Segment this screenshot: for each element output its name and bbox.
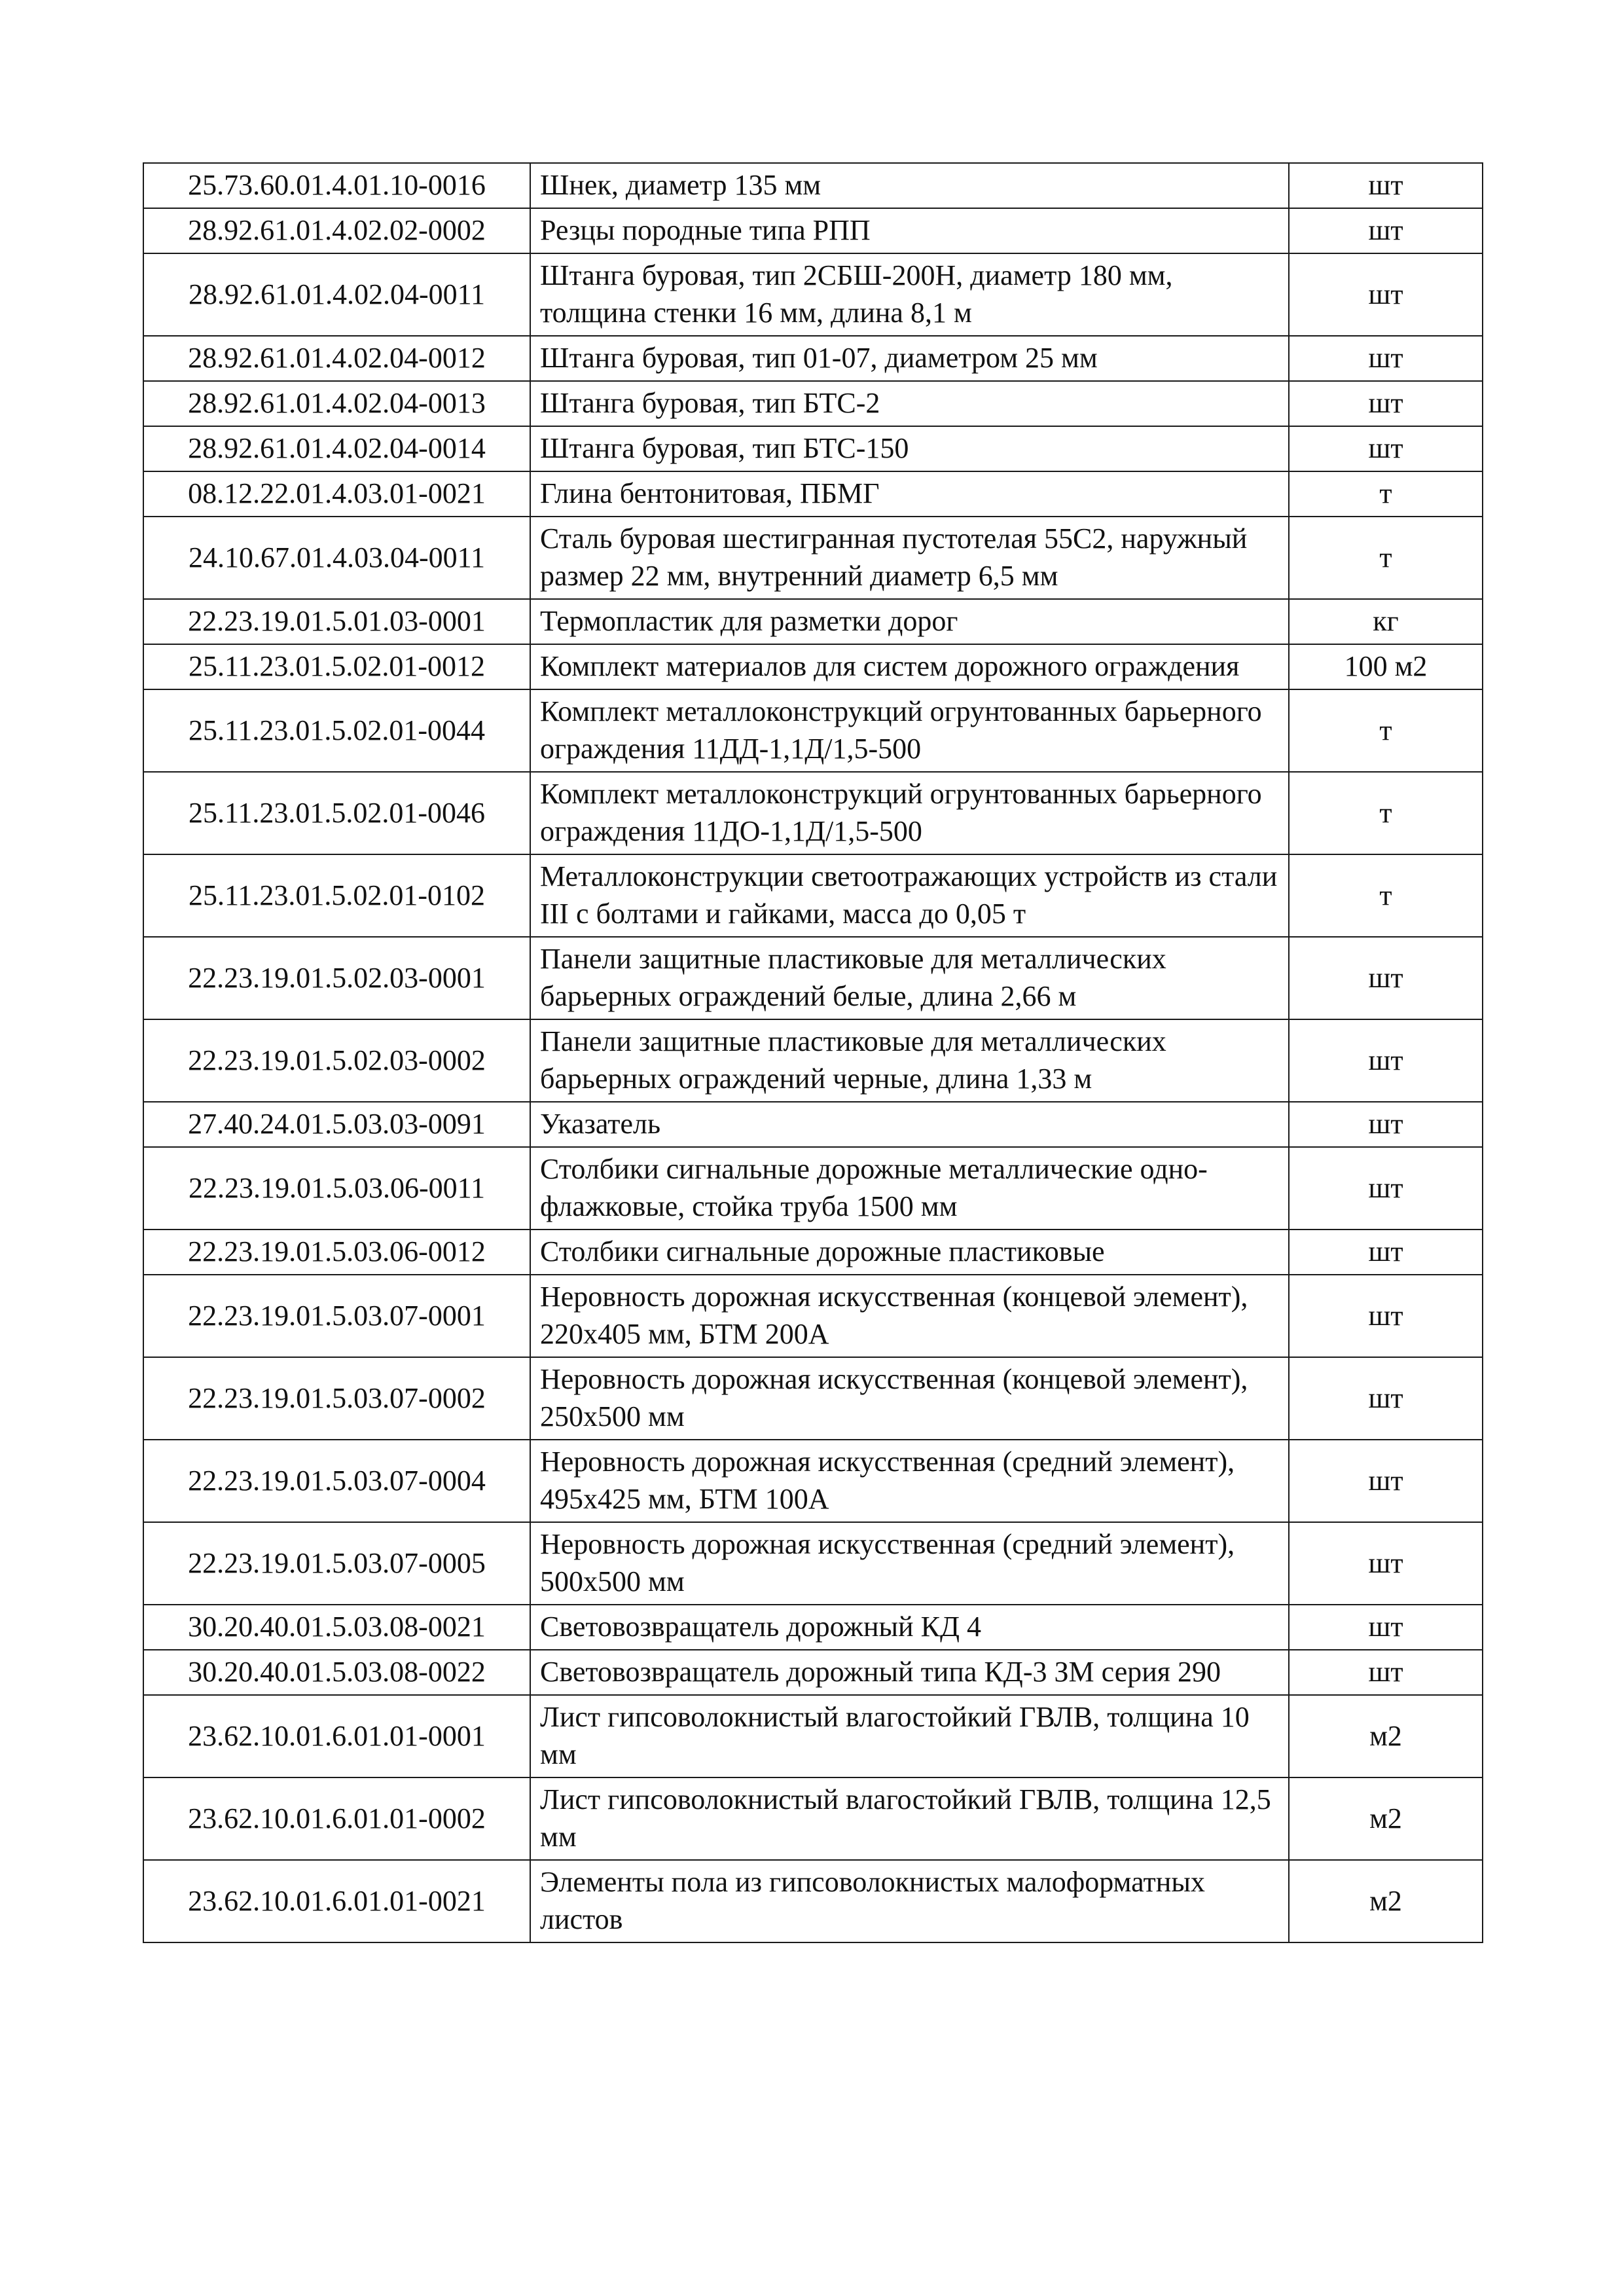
material-name-cell: Указатель	[530, 1102, 1289, 1147]
material-code-cell: 23.62.10.01.6.01.01-0021	[143, 1860, 530, 1942]
table-row	[143, 1695, 1483, 1777]
table-row	[143, 1230, 1483, 1275]
materials-table-body	[143, 163, 1483, 1942]
table-row	[143, 163, 1483, 208]
unit-cell: шт	[1289, 1147, 1483, 1230]
table-row	[143, 689, 1483, 772]
material-code-cell: 28.92.61.01.4.02.04-0014	[143, 426, 530, 471]
material-code-cell: 28.92.61.01.4.02.04-0013	[143, 381, 530, 426]
unit-cell: шт	[1289, 1605, 1483, 1650]
material-name-cell: Неровность дорожная искусственная (средний элемент), 495х425 мм, БТМ 100А	[530, 1440, 1289, 1522]
table-row	[143, 253, 1483, 336]
unit-cell: шт	[1289, 1275, 1483, 1357]
material-code-cell: 23.62.10.01.6.01.01-0001	[143, 1695, 530, 1777]
table-row	[143, 336, 1483, 381]
material-code-cell: 22.23.19.01.5.02.03-0001	[143, 937, 530, 1019]
material-name-cell: Панели защитные пластиковые для металлических барьерных ограждений черные, длина 1,33 м	[530, 1019, 1289, 1102]
unit-cell: т	[1289, 471, 1483, 517]
material-code-cell: 22.23.19.01.5.03.06-0012	[143, 1230, 530, 1275]
material-code-cell: 25.73.60.01.4.01.10-0016	[143, 163, 530, 208]
material-name-cell: Металлоконструкции светоотражающих устройств из стали III с болтами и гайками, масса до 0,05 т	[530, 854, 1289, 937]
table-row	[143, 381, 1483, 426]
table-row	[143, 1019, 1483, 1102]
material-code-cell: 25.11.23.01.5.02.01-0044	[143, 689, 530, 772]
table-row	[143, 937, 1483, 1019]
material-name-cell: Штанга буровая, тип БТС-150	[530, 426, 1289, 471]
material-name-cell: Глина бентонитовая, ПБМГ	[530, 471, 1289, 517]
material-name-cell: Комплект металлоконструкций огрунтованных барьерного ограждения 11ДД-1,1Д/1,5-500	[530, 689, 1289, 772]
unit-cell: шт	[1289, 208, 1483, 253]
material-name-cell: Сталь буровая шестигранная пустотелая 55С2, наружный размер 22 мм, внутренний диаметр 6,5 мм	[530, 517, 1289, 599]
material-code-cell: 27.40.24.01.5.03.03-0091	[143, 1102, 530, 1147]
unit-cell: т	[1289, 517, 1483, 599]
table-row	[143, 644, 1483, 689]
unit-cell: шт	[1289, 1440, 1483, 1522]
unit-cell: м2	[1289, 1695, 1483, 1777]
material-name-cell: Лист гипсоволокнистый влагостойкий ГВЛВ, толщина 12,5 мм	[530, 1777, 1289, 1860]
material-code-cell: 24.10.67.01.4.03.04-0011	[143, 517, 530, 599]
material-name-cell: Термопластик для разметки дорог	[530, 599, 1289, 644]
material-code-cell: 22.23.19.01.5.03.07-0005	[143, 1522, 530, 1605]
material-code-cell: 08.12.22.01.4.03.01-0021	[143, 471, 530, 517]
unit-cell: шт	[1289, 253, 1483, 336]
unit-cell: 100 м2	[1289, 644, 1483, 689]
material-name-cell: Световозвращатель дорожный КД 4	[530, 1605, 1289, 1650]
material-code-cell: 25.11.23.01.5.02.01-0046	[143, 772, 530, 854]
unit-cell: шт	[1289, 1102, 1483, 1147]
unit-cell: шт	[1289, 1230, 1483, 1275]
material-name-cell: Шнек, диаметр 135 мм	[530, 163, 1289, 208]
material-name-cell: Панели защитные пластиковые для металлических барьерных ограждений белые, длина 2,66 м	[530, 937, 1289, 1019]
table-row	[143, 1275, 1483, 1357]
material-code-cell: 28.92.61.01.4.02.04-0011	[143, 253, 530, 336]
material-name-cell: Световозвращатель дорожный типа КД-3 ЗМ серия 290	[530, 1650, 1289, 1695]
material-code-cell: 28.92.61.01.4.02.02-0002	[143, 208, 530, 253]
table-row	[143, 208, 1483, 253]
material-name-cell: Неровность дорожная искусственная (концевой элемент), 220х405 мм, БТМ 200А	[530, 1275, 1289, 1357]
material-code-cell: 22.23.19.01.5.03.07-0004	[143, 1440, 530, 1522]
material-name-cell: Лист гипсоволокнистый влагостойкий ГВЛВ, толщина 10 мм	[530, 1695, 1289, 1777]
material-name-cell: Неровность дорожная искусственная (концевой элемент), 250х500 мм	[530, 1357, 1289, 1440]
table-row	[143, 471, 1483, 517]
material-name-cell: Комплект материалов для систем дорожного ограждения	[530, 644, 1289, 689]
material-code-cell: 30.20.40.01.5.03.08-0022	[143, 1650, 530, 1695]
material-code-cell: 28.92.61.01.4.02.04-0012	[143, 336, 530, 381]
material-name-cell: Штанга буровая, тип БТС-2	[530, 381, 1289, 426]
unit-cell: шт	[1289, 163, 1483, 208]
material-code-cell: 25.11.23.01.5.02.01-0102	[143, 854, 530, 937]
table-row	[143, 854, 1483, 937]
material-code-cell: 22.23.19.01.5.01.03-0001	[143, 599, 530, 644]
unit-cell: м2	[1289, 1777, 1483, 1860]
material-name-cell: Неровность дорожная искусственная (средний элемент), 500х500 мм	[530, 1522, 1289, 1605]
materials-table	[143, 162, 1483, 1943]
unit-cell: шт	[1289, 381, 1483, 426]
material-name-cell: Штанга буровая, тип 2СБШ-200Н, диаметр 180 мм, толщина стенки 16 мм, длина 8,1 м	[530, 253, 1289, 336]
table-row	[143, 1777, 1483, 1860]
table-row	[143, 1440, 1483, 1522]
table-row	[143, 1650, 1483, 1695]
material-code-cell: 22.23.19.01.5.03.07-0001	[143, 1275, 530, 1357]
unit-cell: шт	[1289, 937, 1483, 1019]
unit-cell: шт	[1289, 336, 1483, 381]
table-row	[143, 517, 1483, 599]
table-row	[143, 1605, 1483, 1650]
material-name-cell: Резцы породные типа РПП	[530, 208, 1289, 253]
material-name-cell: Столбики сигнальные дорожные пластиковые	[530, 1230, 1289, 1275]
table-row	[143, 426, 1483, 471]
table-row	[143, 599, 1483, 644]
material-code-cell: 22.23.19.01.5.02.03-0002	[143, 1019, 530, 1102]
material-code-cell: 22.23.19.01.5.03.06-0011	[143, 1147, 530, 1230]
table-row	[143, 772, 1483, 854]
unit-cell: кг	[1289, 599, 1483, 644]
unit-cell: шт	[1289, 1522, 1483, 1605]
unit-cell: шт	[1289, 1357, 1483, 1440]
unit-cell: шт	[1289, 1019, 1483, 1102]
material-code-cell: 25.11.23.01.5.02.01-0012	[143, 644, 530, 689]
material-name-cell: Штанга буровая, тип 01-07, диаметром 25 мм	[530, 336, 1289, 381]
unit-cell: т	[1289, 854, 1483, 937]
unit-cell: т	[1289, 772, 1483, 854]
material-code-cell: 30.20.40.01.5.03.08-0021	[143, 1605, 530, 1650]
material-code-cell: 22.23.19.01.5.03.07-0002	[143, 1357, 530, 1440]
unit-cell: т	[1289, 689, 1483, 772]
material-name-cell: Комплект металлоконструкций огрунтованных барьерного ограждения 11ДО-1,1Д/1,5-500	[530, 772, 1289, 854]
table-row	[143, 1102, 1483, 1147]
material-name-cell: Элементы пола из гипсоволокнистых малоформатных листов	[530, 1860, 1289, 1942]
material-code-cell: 23.62.10.01.6.01.01-0002	[143, 1777, 530, 1860]
table-row	[143, 1522, 1483, 1605]
material-name-cell: Столбики сигнальные дорожные металлические однофлажковые, стойка труба 1500 мм	[530, 1147, 1289, 1230]
table-row	[143, 1860, 1483, 1942]
table-row	[143, 1147, 1483, 1230]
table-row	[143, 1357, 1483, 1440]
unit-cell: шт	[1289, 1650, 1483, 1695]
unit-cell: шт	[1289, 426, 1483, 471]
unit-cell: м2	[1289, 1860, 1483, 1942]
